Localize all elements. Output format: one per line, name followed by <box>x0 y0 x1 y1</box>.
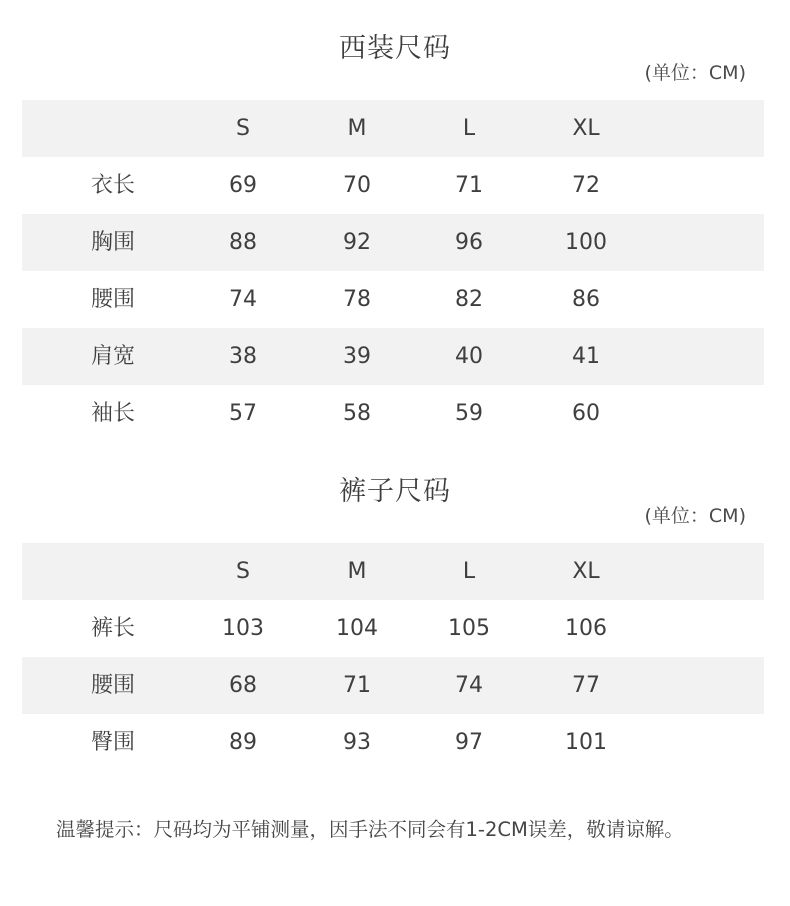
table-cell: 71 <box>455 173 483 198</box>
table-header-row <box>22 100 764 157</box>
table-cell: 69 <box>229 173 257 198</box>
table-cell: 70 <box>343 173 371 198</box>
row-label: 衣长 <box>90 173 135 198</box>
table-cell: 106 <box>565 616 607 641</box>
table-cell: 77 <box>572 673 600 698</box>
suit-unit-label: (单位：CM) <box>644 62 746 84</box>
row-label: 臀围 <box>90 730 135 755</box>
header-cell-xl: XL <box>572 559 600 584</box>
table-cell: 96 <box>455 230 483 255</box>
pants-size-title: 裤子尺码 <box>339 476 451 507</box>
table-row <box>22 600 764 657</box>
suit-size-table <box>22 100 764 442</box>
table-cell: 39 <box>343 344 371 369</box>
row-label: 肩宽 <box>90 344 135 369</box>
pants-size-table <box>22 543 764 771</box>
table-cell: 74 <box>229 287 257 312</box>
header-cell <box>72 543 154 600</box>
suit-size-title: 西装尺码 <box>339 33 451 64</box>
header-cell-xl: XL <box>572 116 600 141</box>
table-cell: 100 <box>565 230 607 255</box>
table-cell: 38 <box>229 344 257 369</box>
table-row <box>22 271 764 328</box>
table-cell: 101 <box>565 730 607 755</box>
header-cell-l: L <box>462 116 476 141</box>
table-row <box>22 157 764 214</box>
header-cell-s: S <box>236 116 250 141</box>
row-label: 腰围 <box>90 673 135 698</box>
table-cell: 60 <box>572 401 600 426</box>
measurement-note: 温馨提示：尺码均为平铺测量，因手法不同会有1-2CM误差，敬请谅解。 <box>56 818 684 841</box>
table-row <box>22 657 764 714</box>
row-label: 胸围 <box>90 230 135 255</box>
table-cell: 68 <box>229 673 257 698</box>
table-cell: 40 <box>455 344 483 369</box>
table-cell: 97 <box>455 730 483 755</box>
table-cell: 57 <box>229 401 257 426</box>
table-cell: 74 <box>455 673 483 698</box>
table-cell: 59 <box>455 401 483 426</box>
header-cell-s: S <box>236 559 250 584</box>
table-row <box>22 385 764 442</box>
table-cell: 78 <box>343 287 371 312</box>
row-label: 裤长 <box>90 616 135 641</box>
table-cell: 71 <box>343 673 371 698</box>
header-cell-m: M <box>347 116 367 141</box>
table-cell: 92 <box>343 230 371 255</box>
table-cell: 89 <box>229 730 257 755</box>
header-cell-l: L <box>462 559 476 584</box>
table-cell: 41 <box>572 344 600 369</box>
row-label: 腰围 <box>90 287 135 312</box>
table-row <box>22 214 764 271</box>
table-cell: 88 <box>229 230 257 255</box>
header-cell <box>72 100 154 157</box>
table-cell: 105 <box>448 616 490 641</box>
table-row <box>22 328 764 385</box>
table-cell: 82 <box>455 287 483 312</box>
table-cell: 93 <box>343 730 371 755</box>
header-cell-m: M <box>347 559 367 584</box>
table-cell: 86 <box>572 287 600 312</box>
row-label: 袖长 <box>90 401 135 426</box>
pants-unit-label: (单位：CM) <box>644 505 746 527</box>
table-cell: 72 <box>572 173 600 198</box>
table-cell: 104 <box>336 616 378 641</box>
table-cell: 103 <box>222 616 264 641</box>
table-row <box>22 714 764 771</box>
table-cell: 58 <box>343 401 371 426</box>
table-header-row <box>22 543 764 600</box>
